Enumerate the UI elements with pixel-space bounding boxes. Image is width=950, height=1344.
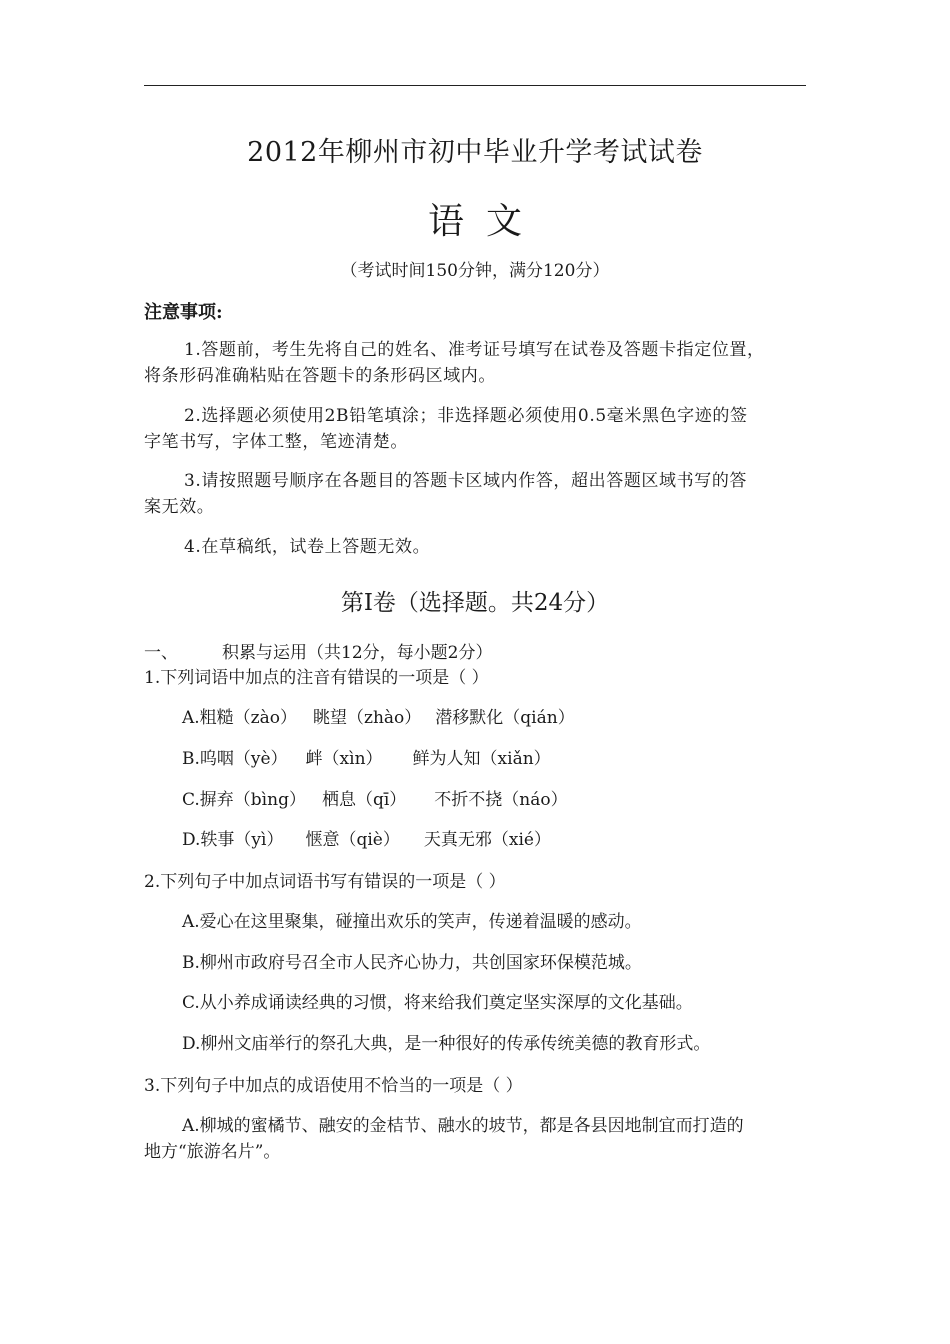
notice-item-3 <box>144 468 806 520</box>
subject-title: 语文 <box>427 201 544 242</box>
notice-item-4-line1: 4.在草稿纸，试卷上答题无效。 <box>184 537 431 557</box>
notice-heading: 注意事项: <box>144 302 223 323</box>
option-term: 潜移默化（qián） <box>435 708 575 728</box>
question-3-option-a-line2: 地方“旅游名片”。 <box>144 1142 281 1162</box>
question-2-stem: 2.下列句子中加点词语书写有错误的一项是（ ） <box>144 872 506 892</box>
question-1-option-b <box>182 746 551 772</box>
section-title: 第Ⅰ卷（选择题。共24分） <box>340 590 610 616</box>
top-rule <box>144 85 806 86</box>
question-1-option-d <box>182 827 551 853</box>
notice-item-2 <box>144 403 806 455</box>
option-term: 眺望（zhào） <box>313 708 422 728</box>
notice-item-1-line1: 1.答题前，考生先将自己的姓名、准考证号填写在试卷及答题卡指定位置， <box>184 340 765 360</box>
part-heading <box>144 640 492 666</box>
option-term: 衅（xìn） <box>305 749 383 769</box>
option-term: 鲜为人知（xiǎn） <box>412 749 551 769</box>
option-term: C.摒弃（bìng） <box>182 790 306 810</box>
question-2-option-d: D.柳州文庙举行的祭孔大典，是一种很好的传承传统美德的教育形式。 <box>182 1034 711 1054</box>
time-note: （考试时间150分钟，满分120分） <box>340 261 610 281</box>
part-title: 积累与运用（共12分，每小题2分） <box>222 643 493 663</box>
notice-item-2-line1: 2.选择题必须使用2B铅笔填涂；非选择题必须使用0.5毫米黑色字迹的签 <box>184 406 748 426</box>
notice-item-4 <box>144 534 806 560</box>
part-label: 一、 <box>144 643 178 663</box>
notice-item-2-line2: 字笔书写，字体工整，笔迹清楚。 <box>144 432 408 452</box>
exam-title: 2012年柳州市初中毕业升学考试试卷 <box>247 137 703 168</box>
notice-item-1 <box>144 337 806 389</box>
option-term: 惬意（qiè） <box>305 830 400 850</box>
option-term: 天真无邪（xié） <box>423 830 551 850</box>
option-term: B.呜咽（yè） <box>182 749 288 769</box>
question-2-option-c: C.从小养成诵读经典的习惯，将来给我们奠定坚实深厚的文化基础。 <box>182 993 693 1013</box>
question-1-option-c <box>182 787 568 813</box>
question-2-option-b: B.柳州市政府号召全市人民齐心协力，共创国家环保模范城。 <box>182 953 642 973</box>
question-3-option-a-line1: A.柳城的蜜橘节、融安的金桔节、融水的坡节，都是各县因地制宜而打造的 <box>182 1116 744 1136</box>
notice-item-1-line2: 将条形码准确粘贴在答题卡的条形码区域内。 <box>144 366 496 386</box>
option-term: A.粗糙（zào） <box>182 708 298 728</box>
question-1-option-a <box>182 705 575 731</box>
notice-item-3-line1: 3.请按照题号顺序在各题目的答题卡区域内作答，超出答题区域书写的答 <box>184 471 748 491</box>
question-3-stem: 3.下列句子中加点的成语使用不恰当的一项是（ ） <box>144 1076 523 1096</box>
option-term: D.轶事（yì） <box>182 830 284 850</box>
option-term: 不折不挠（náo） <box>434 790 568 810</box>
option-term: 栖息（qī） <box>321 790 407 810</box>
notice-item-3-line2: 案无效。 <box>144 497 215 517</box>
question-1-stem: 1.下列词语中加点的注音有错误的一项是（ ） <box>144 668 489 688</box>
question-2-option-a: A.爱心在这里聚集，碰撞出欢乐的笑声，传递着温暖的感动。 <box>182 912 642 932</box>
